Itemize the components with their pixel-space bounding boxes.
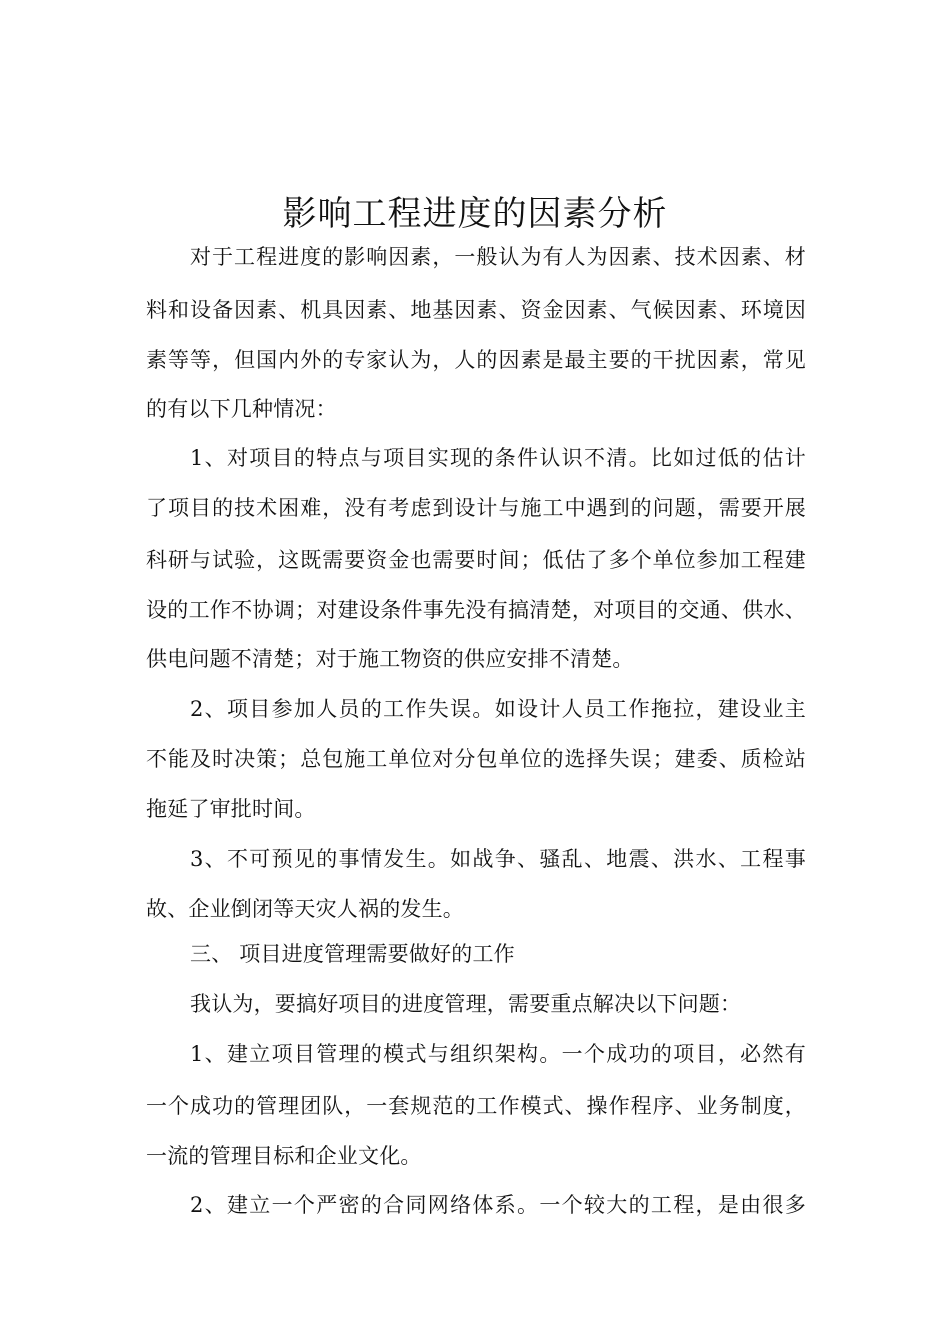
paragraph-line: 的有以下几种情况： bbox=[146, 397, 337, 421]
paragraph-line: 拖延了审批时间。 bbox=[146, 797, 316, 821]
paragraph-line: 科研与试验，这既需要资金也需要时间；低估了多个单位参加工程建 bbox=[146, 548, 806, 572]
paragraph-line: 素等等，但国内外的专家认为，人的因素是最主要的干扰因素，常见 bbox=[146, 348, 806, 372]
paragraph-line: 对于工程进度的影响因素，一般认为有人为因素、技术因素、材 bbox=[190, 245, 806, 269]
section-heading: 三、 项目进度管理需要做好的工作 bbox=[190, 942, 515, 966]
paragraph-line: 我认为，要搞好项目的进度管理，需要重点解决以下问题： bbox=[190, 992, 742, 1016]
paragraph-line: 3、不可预见的事情发生。如战争、骚乱、地震、洪水、工程事 bbox=[190, 847, 806, 871]
paragraph-line: 2、项目参加人员的工作失误。如设计人员工作拖拉，建设业主 bbox=[190, 697, 806, 721]
paragraph-line: 设的工作不协调；对建设条件事先没有搞清楚，对项目的交通、供水、 bbox=[146, 598, 806, 622]
paragraph-line: 一流的管理目标和企业文化。 bbox=[146, 1144, 422, 1168]
paragraph-line: 2、建立一个严密的合同网络体系。一个较大的工程，是由很多 bbox=[190, 1193, 806, 1217]
paragraph-line: 料和设备因素、机具因素、地基因素、资金因素、气候因素、环境因 bbox=[146, 298, 806, 322]
paragraph-line: 一个成功的管理团队，一套规范的工作模式、操作程序、业务制度， bbox=[146, 1094, 806, 1118]
paragraph-line: 1、建立项目管理的模式与组织架构。一个成功的项目，必然有 bbox=[190, 1042, 806, 1066]
paragraph-line: 1、对项目的特点与项目实现的条件认识不清。比如过低的估计 bbox=[190, 446, 806, 470]
document-title: 影响工程进度的因素分析 bbox=[282, 193, 668, 234]
paragraph-line: 供电问题不清楚；对于施工物资的供应安排不清楚。 bbox=[146, 647, 634, 671]
paragraph-line: 不能及时决策；总包施工单位对分包单位的选择失误；建委、质检站 bbox=[146, 747, 806, 771]
paragraph-line: 了项目的技术困难，没有考虑到设计与施工中遇到的问题，需要开展 bbox=[146, 496, 806, 520]
paragraph-line: 故、企业倒闭等天灾人祸的发生。 bbox=[146, 897, 464, 921]
